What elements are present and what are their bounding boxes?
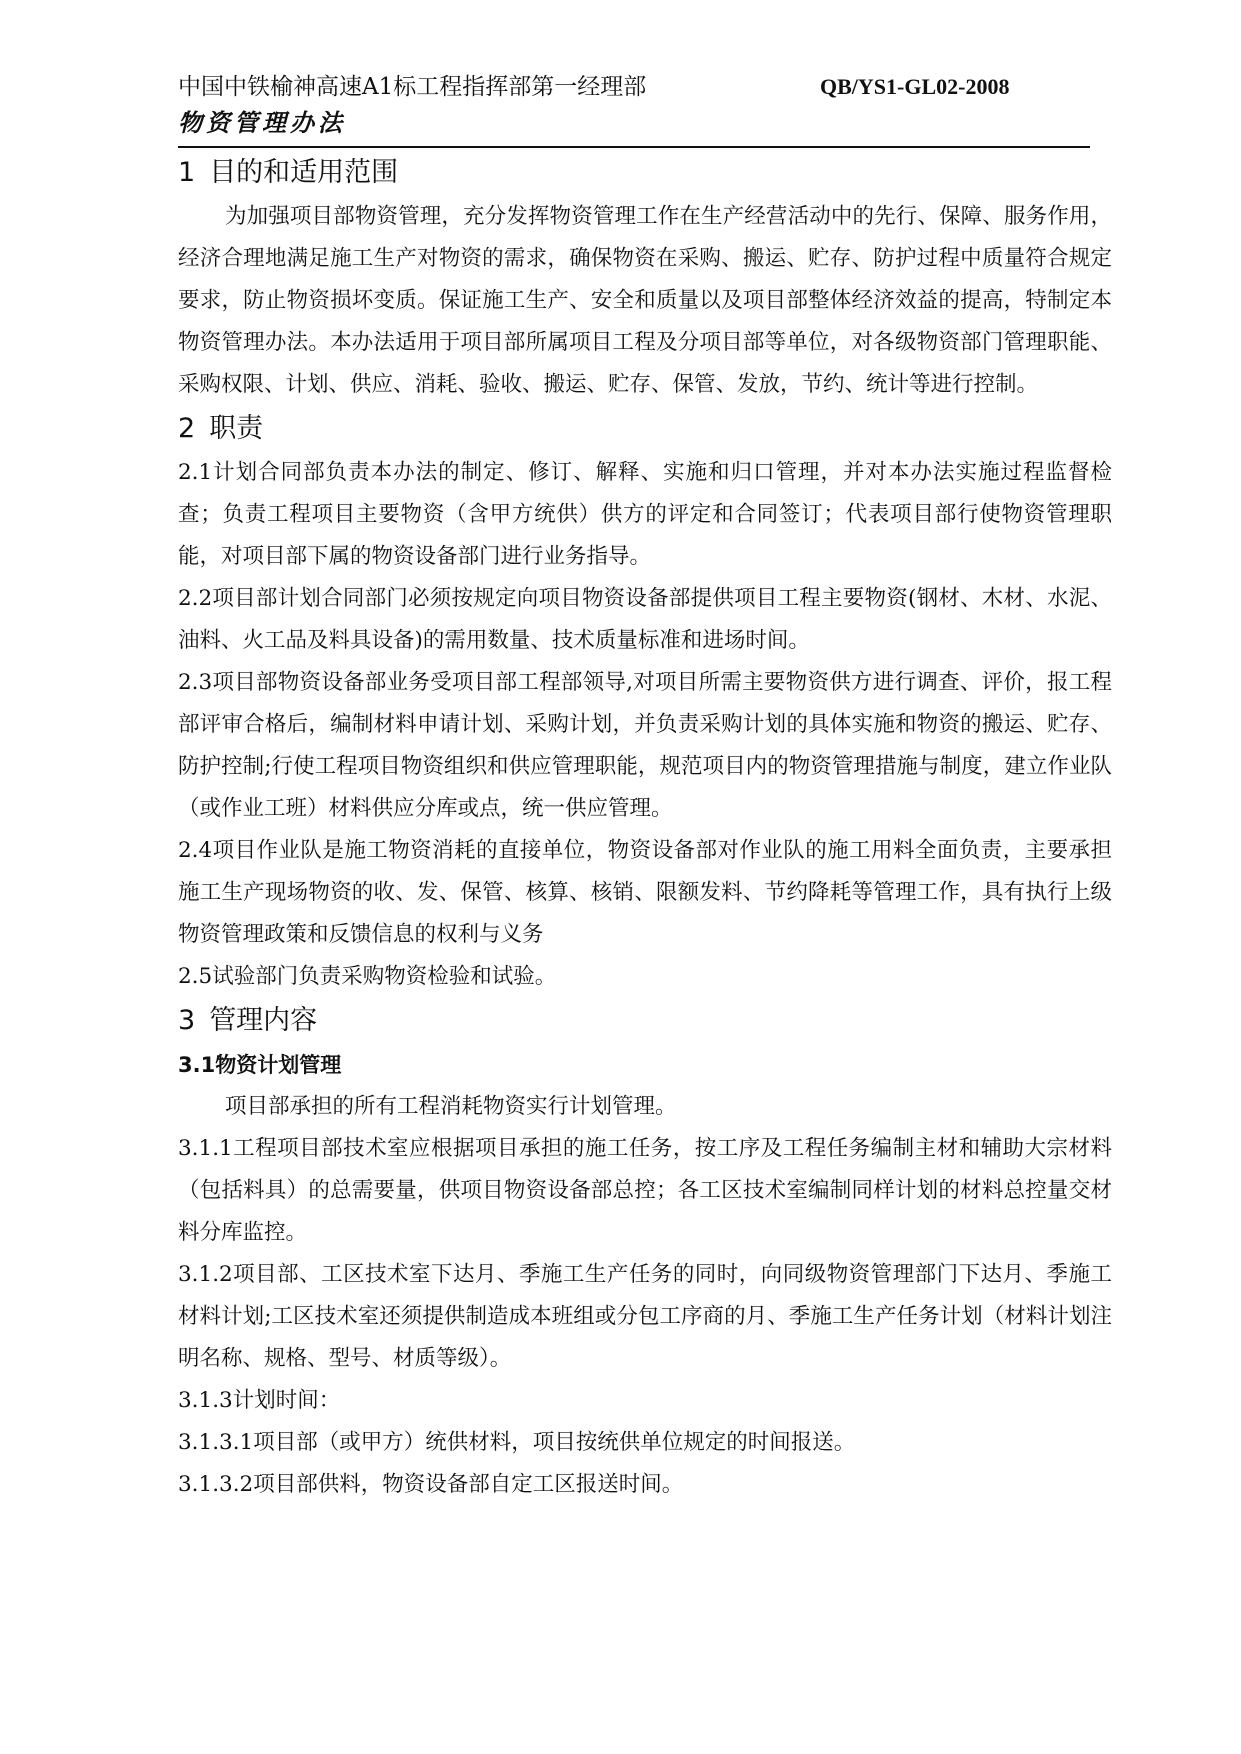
section-heading-2 bbox=[178, 406, 1112, 452]
header-document-code: QB/YS1-GL02-2008 bbox=[820, 74, 1010, 99]
subsection-heading-3-1: 3.1物资计划管理 bbox=[178, 1053, 342, 1077]
section-number: 2 bbox=[178, 413, 196, 444]
section-number: 1 bbox=[178, 157, 196, 188]
paragraph-3-1-3-2: 3.1.3.2项目部供料，物资设备部自定工区报送时间。 bbox=[178, 1472, 684, 1497]
paragraph-2-4: 2.4项目作业队是施工物资消耗的直接单位，物资设备部对作业队的施工用料全面负责，主要承担施工生产现场物资的收、发、保管、核算、核销、限额发料、节约降耗等管理工作，具有执行上级物资管理政策和反馈信息的权利与义务 bbox=[178, 838, 1112, 947]
paragraph-3-1-1: 3.1.1工程项目部技术室应根据项目承担的施工任务，按工序及工程任务编制主材和辅助大宗材料（包括料具）的总需要量，供项目物资设备部总控；各工区技术室编制同样计划的材料总控量交材料分库监控。 bbox=[178, 1136, 1112, 1245]
paragraph-3-1-3: 3.1.3计划时间： bbox=[178, 1388, 341, 1413]
section-title: 管理内容 bbox=[209, 1005, 318, 1036]
page-header bbox=[178, 70, 1078, 104]
paragraph-2-3: 2.3项目部物资设备部业务受项目部工程部领导,对项目所需主要物资供方进行调查、评价，报工程部评审合格后，编制材料申请计划、采购计划，并负责采购计划的具体实施和物资的搬运、贮存、防护控制;行使工程项目物资组织和供应管理职能，规范项目内的物资管理措施与制度，建立作业队（或作业工班）材料供应分库或点，统一供应管理。 bbox=[178, 670, 1112, 821]
paragraph-3-1-3-1: 3.1.3.1项目部（或甲方）统供材料，项目按统供单位规定的时间报送。 bbox=[178, 1430, 856, 1455]
section-heading-1 bbox=[178, 150, 1112, 196]
paragraph-2-2: 2.2项目部计划合同部门必须按规定向项目物资设备部提供项目工程主要物资(钢材、木材、水泥、油料、火工品及料具设备)的需用数量、技术质量标准和进场时间。 bbox=[178, 586, 1112, 653]
section-title: 目的和适用范围 bbox=[209, 157, 399, 188]
document-title: 物资管理办法 bbox=[178, 108, 346, 137]
section-number: 3 bbox=[178, 1005, 196, 1036]
paragraph-3-1-2: 3.1.2项目部、工区技术室下达月、季施工生产任务的同时，向同级物资管理部门下达月、季施工材料计划;工区技术室还须提供制造成本班组或分包工序商的月、季施工生产任务计划（材料计划注明名称、规格、型号、材质等级）。 bbox=[178, 1262, 1112, 1371]
paragraph-3-1-intro: 项目部承担的所有工程消耗物资实行计划管理。 bbox=[225, 1094, 677, 1119]
header-organization: 中国中铁榆神高速A1标工程指挥部第一经理部 bbox=[178, 74, 647, 100]
paragraph-purpose-scope: 为加强项目部物资管理，充分发挥物资管理工作在生产经营活动中的先行、保障、服务作用，经济合理地满足施工生产对物资的需求，确保物资在采购、搬运、贮存、防护过程中质量符合规定要求，防止物资损坏变质。保证施工生产、安全和质量以及项目部整体经济效益的提高，特制定本物资管理办法。本办法适用于项目部所属项目工程及分项目部等单位，对各级物资部门管理职能、采购权限、计划、供应、消耗、验收、搬运、贮存、保管、发放，节约、统计等进行控制。 bbox=[178, 204, 1112, 397]
header-divider bbox=[178, 146, 1090, 148]
section-title: 职责 bbox=[209, 413, 264, 444]
section-heading-3 bbox=[178, 998, 1112, 1044]
paragraph-2-5: 2.5试验部门负责采购物资检验和试验。 bbox=[178, 964, 557, 989]
paragraph-2-1: 2.1计划合同部负责本办法的制定、修订、解释、实施和归口管理，并对本办法实施过程监督检查；负责工程项目主要物资（含甲方统供）供方的评定和合同签订；代表项目部行使物资管理职能，对项目部下属的物资设备部门进行业务指导。 bbox=[178, 460, 1112, 569]
document-body bbox=[178, 150, 1112, 1506]
